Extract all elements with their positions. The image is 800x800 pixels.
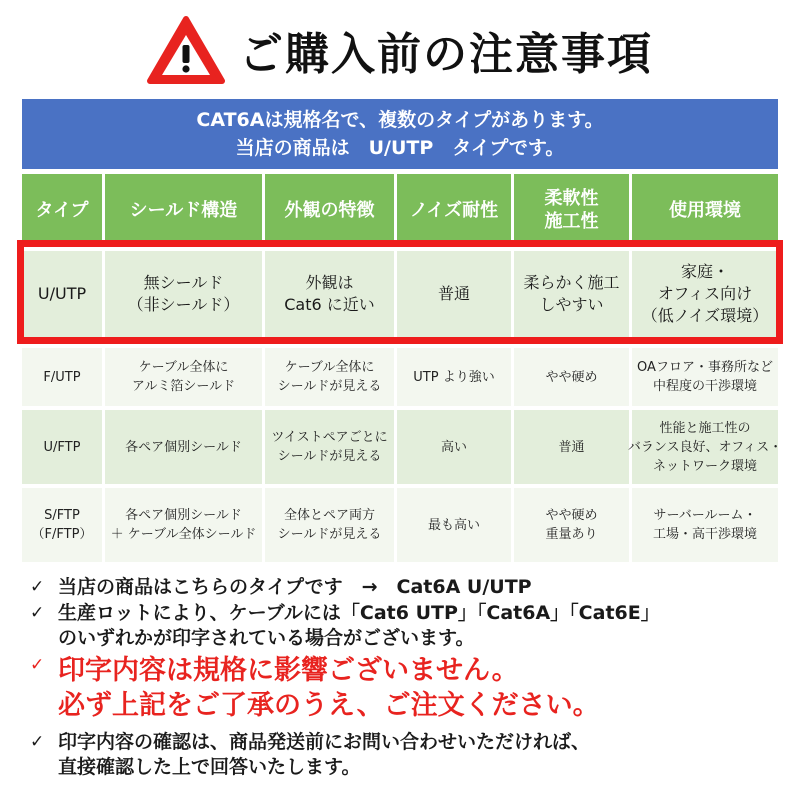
table-cell <box>397 348 514 406</box>
cell-text: 重量あり <box>545 527 598 542</box>
table-header-cell <box>105 174 265 246</box>
cell-text: F/UTP <box>43 369 81 385</box>
cell-text: ツイストペアごとに <box>271 430 388 445</box>
note-line: 直接確認した上で回答いたします。 <box>58 756 361 778</box>
cell-text: ネットワーク環境 <box>652 458 757 474</box>
cell-text: ケーブル全体に <box>138 360 229 375</box>
note-line: 生産ロットにより、ケーブルには「Cat6 UTP」「Cat6A」「Cat6E」 <box>58 602 660 624</box>
table-cell <box>514 348 632 406</box>
table-cell <box>514 410 632 484</box>
cell-text: U/UTP <box>37 284 87 303</box>
table-header-cell <box>397 174 514 246</box>
table-header-cell <box>265 174 397 246</box>
table-cell <box>105 488 265 562</box>
table-row <box>22 488 778 562</box>
cell-text: （非シールド） <box>127 295 240 314</box>
cell-text: 普通 <box>437 284 470 303</box>
cell-text: S/FTP <box>44 508 80 523</box>
cell-text: 性能と施工性の <box>659 420 751 436</box>
cell-text: 中程度の干渉環境 <box>652 379 757 394</box>
note-line: のいずれかが印字されている場合がございます。 <box>58 627 475 649</box>
note-item <box>30 601 660 651</box>
table-cell <box>265 348 397 406</box>
table-cell <box>105 348 265 406</box>
cell-text: やや硬め <box>545 508 598 523</box>
banner-line-1: CAT6Aは規格名で、複数のタイプがあります。 <box>196 109 604 131</box>
table-row <box>22 410 783 484</box>
cell-text: サーバールーム・ <box>653 508 757 523</box>
table-cell <box>105 410 265 484</box>
note-item <box>30 575 532 600</box>
cell-text: 最も高い <box>427 517 480 533</box>
table-cell <box>514 488 632 562</box>
cell-text: シールドが見える <box>277 379 382 394</box>
table-row <box>22 348 778 406</box>
cell-text: 全体とペア両方 <box>283 508 375 523</box>
cell-text: シールド構造 <box>129 199 238 221</box>
cell-text: やや硬め <box>545 369 598 385</box>
cell-text: 高い <box>440 439 467 455</box>
cell-text: Cat6 に近い <box>284 295 375 314</box>
check-icon: ✓ <box>30 655 45 675</box>
note-line: 印字内容は規格に影響ございません。 <box>58 655 519 686</box>
warning-triangle-icon <box>147 15 225 85</box>
note-line: 印字内容の確認は、商品発送前にお問い合わせいただければ、 <box>58 731 591 753</box>
title-text: ご購入前の注意事項 <box>239 29 653 80</box>
cell-text: ケーブル全体に <box>284 360 375 375</box>
cell-text: 柔らかく施工 <box>523 273 620 292</box>
cell-text: しやすい <box>539 295 604 314</box>
cell-text: U/FTP <box>43 439 81 455</box>
info-banner <box>22 99 778 169</box>
check-icon: ✓ <box>30 603 45 623</box>
table-cell <box>397 410 514 484</box>
cell-text: 柔軟性 <box>544 188 599 209</box>
note-line: 必ず上記をご了承のうえ、ご注文ください。 <box>58 690 600 721</box>
cell-text: 無シールド <box>143 273 224 292</box>
cell-text: （低ノイズ環境） <box>641 306 769 325</box>
table-cell <box>22 410 105 484</box>
cell-text: 各ペア個別シールド <box>125 508 242 523</box>
table-header-cell <box>632 174 778 246</box>
cell-text: 外観の特徴 <box>284 199 375 221</box>
page-title <box>0 10 800 90</box>
table-cell <box>22 348 105 406</box>
cell-text: OAフロア・事務所など <box>637 360 773 375</box>
cell-text: シールドが見える <box>277 449 382 464</box>
table-header-cell <box>514 174 632 246</box>
table-cell <box>632 488 778 562</box>
highlight-frame-uutp <box>17 240 783 344</box>
table-cell <box>397 488 514 562</box>
cell-text: ノイズ耐性 <box>409 199 499 221</box>
cell-text: シールドが見える <box>277 527 382 542</box>
cell-text: （F/FTP） <box>31 527 93 542</box>
table-cell <box>627 410 783 484</box>
cell-text: 家庭・ <box>680 262 729 281</box>
check-icon: ✓ <box>30 577 45 597</box>
cell-text: 普通 <box>558 439 585 455</box>
table-cell <box>632 348 778 406</box>
cell-text: 工場・高干渉環境 <box>652 527 757 542</box>
check-icon: ✓ <box>30 732 45 752</box>
table-header-cell <box>22 174 105 246</box>
cell-text: 外観は <box>305 273 354 292</box>
note-item <box>30 730 590 780</box>
cell-text: 使用環境 <box>669 199 741 221</box>
table-cell <box>265 410 397 484</box>
note-line: 当店の商品はこちらのタイプです → Cat6A U/UTP <box>58 576 532 598</box>
table-cell <box>22 488 105 562</box>
table-header-row <box>22 174 778 246</box>
note-item-warning <box>30 653 600 723</box>
cell-text: ＋ ケーブル全体シールド <box>110 527 257 542</box>
banner-line-2: 当店の商品は U/UTP タイプです。 <box>235 137 565 159</box>
cell-text: オフィス向け <box>657 284 753 303</box>
table-cell <box>265 488 397 562</box>
cell-text: UTP より強い <box>413 369 495 385</box>
cell-text: アルミ箔シールド <box>131 379 236 394</box>
cell-text: バランス良好、オフィス・ <box>627 439 783 455</box>
cell-text: 施工性 <box>544 211 599 232</box>
cell-text: タイプ <box>35 199 89 221</box>
cell-text: 各ペア個別シールド <box>125 439 242 455</box>
